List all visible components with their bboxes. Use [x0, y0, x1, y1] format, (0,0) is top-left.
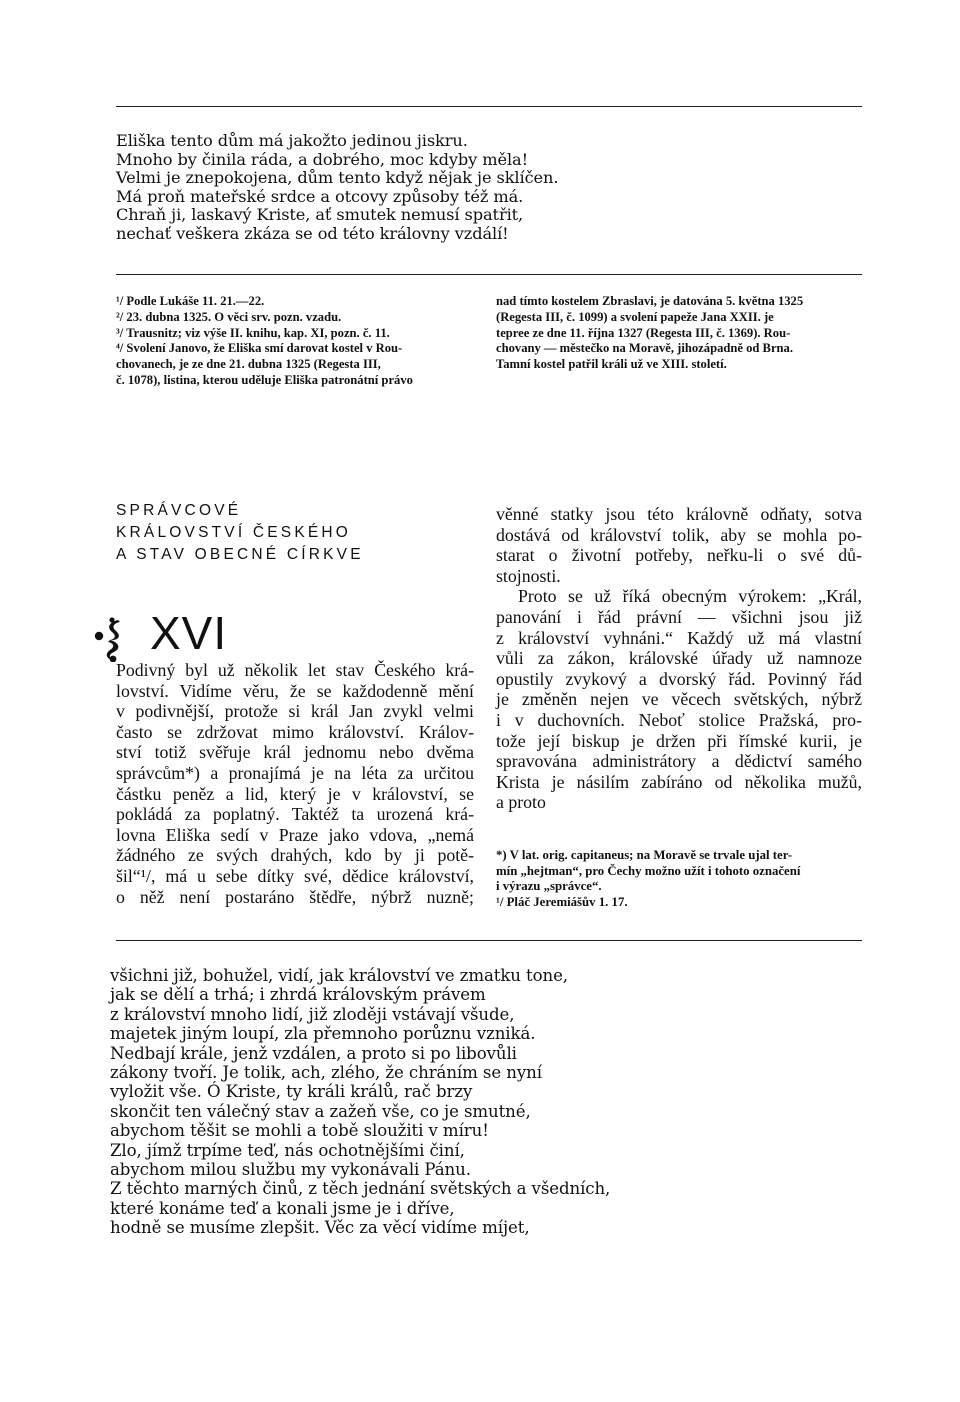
- footnote-line: *) V lat. orig. capitaneus; na Moravě se trvale ujal ter-: [496, 848, 793, 862]
- verse-line: hodně se musíme zlepšit. Věc za věcí vidíme míjet,: [110, 1218, 530, 1238]
- body-line: věnné statky jsou této královně odňaty, sotva: [496, 504, 862, 524]
- verse-line: vyložit vše. Ó Kriste, ty králi králů, rač brzy: [110, 1082, 473, 1102]
- top-rule: [116, 106, 862, 107]
- lower-section-rule: [116, 940, 862, 941]
- body-line: vůli za zákon, královské úřady už namnoze: [496, 648, 862, 669]
- footnote-line: chovany — městečko na Moravě, jihozápadně od Brna.: [496, 341, 793, 356]
- footnote-line: tepree ze dne 11. října 1327 (Regesta III, č. 1369). Rou-: [496, 325, 791, 340]
- body-line: je změněn nejen ve věcech světských, nýbrž: [496, 689, 862, 710]
- verse-line: Zlo, jímž trpíme teď, nás ochotnějšími činí,: [110, 1140, 465, 1160]
- body-line: tože její biskup je držen při římské kurii, je: [496, 730, 862, 751]
- section-heading-line: SPRÁVCOVÉ: [116, 502, 242, 519]
- verse-line: z království mnoho lidí, již zloději vstávají všude,: [110, 1004, 515, 1024]
- body-left-column: [116, 660, 474, 907]
- footnote-line: (Regesta III, č. 1099) a svolení papeže Jana XXII. je: [496, 309, 774, 324]
- footnote-line: Tamní kostel patřil králi už ve XIII. století.: [496, 357, 727, 372]
- verse-line: nechať veškera zkáza se od této královny vzdálí!: [116, 223, 509, 243]
- verse-line: zákony tvoří. Je tolik, ach, zlého, že chráním se nyní: [110, 1063, 542, 1083]
- footnote-line: nad tímto kostelem Zbraslavi, je datována 5. května 1325: [496, 294, 804, 308]
- body-line: stojnosti.: [496, 565, 561, 586]
- footnotes-right: [496, 848, 862, 910]
- chapter-number: XVI: [150, 607, 228, 659]
- verse-footnote-rule: [116, 274, 862, 275]
- verse-line: Chraň ji, laskavý Kriste, ať smutek nemusí spatřit,: [116, 205, 524, 225]
- footnote-line: ²/ 23. dubna 1325. O věci srv. pozn. vzadu.: [116, 309, 342, 324]
- footnote-line: ⁴/ Svolení Janovo, že Eliška smí darovat kostel v Rou-: [116, 341, 403, 356]
- footnote-line: ¹/ Pláč Jeremiášův 1. 17.: [496, 894, 628, 909]
- fleuron-ornament-icon: [92, 616, 132, 662]
- footnotes-top-right: [496, 294, 862, 373]
- body-line: starat o životní potřeby, neřku-li o své dů-: [496, 545, 862, 566]
- verse-line: Nedbají krále, jenž vzdálen, a proto si po libovůli: [110, 1043, 517, 1063]
- footnote-line: č. 1078), listina, kterou uděluje Eliška patronátní právo: [116, 372, 413, 387]
- verse-line: Eliška tento dům má jakožto jedinou jiskru.: [116, 131, 468, 150]
- body-line: z království vyhnáni.“ Každý už má vlastní: [496, 627, 862, 648]
- verse-line: Velmi je znepokojena, dům tento když nějak je sklíčen.: [116, 168, 559, 188]
- body-line: a proto: [496, 792, 546, 813]
- body-line: správcům*) a pronajímá je na léta za určitou: [116, 762, 474, 783]
- verse-line: které konáme teď a konali jsme je i dříve,: [110, 1198, 455, 1218]
- verse-line: abychom těšit se mohli a tobě sloužiti v míru!: [110, 1121, 489, 1141]
- body-line: Krista je násilím zabíráno od několika mužů,: [496, 771, 862, 792]
- verse-line: všichni již, bohužel, vidí, jak království ve zmatku tone,: [110, 966, 568, 985]
- verse-line: Mnoho by činila ráda, a dobrého, moc kdyby měla!: [116, 149, 529, 169]
- body-line: lovství. Vidíme věru, že se každodenně mění: [116, 680, 474, 701]
- verse-top: [116, 132, 558, 244]
- body-line: ství totiž svěřuje král jednomu nebo dvěma: [116, 742, 474, 763]
- footnote-line: mín „hejtman“, pro Čechy možno užít i tohoto označení: [496, 863, 801, 878]
- body-line: Podivný byl už několik let stav Českého krá-: [116, 660, 474, 680]
- body-line: spravována administrátory a dědictví samého: [496, 751, 862, 772]
- body-line: opustily zvykový a dvorský řád. Povinný řád: [496, 668, 862, 689]
- verse-line: skončit ten válečný stav a zažeň vše, co je smutné,: [110, 1101, 531, 1121]
- verse-line: abychom milou službu my vykonávali Pánu.: [110, 1160, 471, 1180]
- body-line: lovna Eliška sedí v Praze jako vdova, „nemá: [116, 824, 474, 845]
- verse-line: majetek jiným loupí, zla přemnoho porůznu vzniká.: [110, 1024, 536, 1044]
- body-line: často se zdržovat mimo království. Králov-: [116, 721, 474, 742]
- body-line: šil“¹/, má u sebe dítky své, dědice království,: [116, 865, 474, 886]
- body-line: žádného ze svých drahých, kdo by ji potě-: [116, 845, 474, 866]
- body-line: dostává od království tolik, aby se mohla po-: [496, 524, 862, 545]
- body-line: i v duchovních. Neboť stolice Pražská, pro-: [496, 709, 862, 730]
- section-heading-line: KRÁLOVSTVÍ ČESKÉHO: [116, 524, 352, 541]
- verse-line: Má proň mateřské srdce a otcovy způsoby též má.: [116, 186, 524, 206]
- footnote-line: i výrazu „správce“.: [496, 879, 602, 894]
- footnote-line: ³/ Trausnitz; viz výše II. knihu, kap. XI, pozn. č. 11.: [116, 325, 390, 340]
- verse-bottom: [110, 966, 610, 1238]
- body-line: Proto se už říká obecným výrokem: „Král,: [518, 586, 862, 607]
- section-heading: [116, 500, 364, 566]
- body-line: v podivnější, protože si král Jan zvykl velmi: [116, 701, 474, 722]
- section-heading-line: A STAV OBECNÉ CÍRKVE: [116, 546, 364, 563]
- body-line: panování i řád právní — všichni jsou již: [496, 606, 862, 627]
- body-line: částku peněz a lid, který je v království, se: [116, 783, 474, 804]
- body-line: o něž není postaráno štědře, nýbrž nuzně;: [116, 886, 474, 907]
- verse-line: Z těchto marných činů, z těch jednání světských a všedních,: [110, 1179, 611, 1199]
- footnote-line: ¹/ Podle Lukáše 11. 21.—22.: [116, 294, 265, 308]
- footnotes-top-left: [116, 294, 476, 389]
- footnote-line: chovanech, je ze dne 21. dubna 1325 (Regesta III,: [116, 357, 381, 372]
- body-line: pokládá za poplatný. Taktéž ta urozená krá-: [116, 804, 474, 825]
- verse-line: jak se dělí a trhá; i zhrdá královským právem: [110, 985, 486, 1005]
- body-right-column: [496, 504, 862, 813]
